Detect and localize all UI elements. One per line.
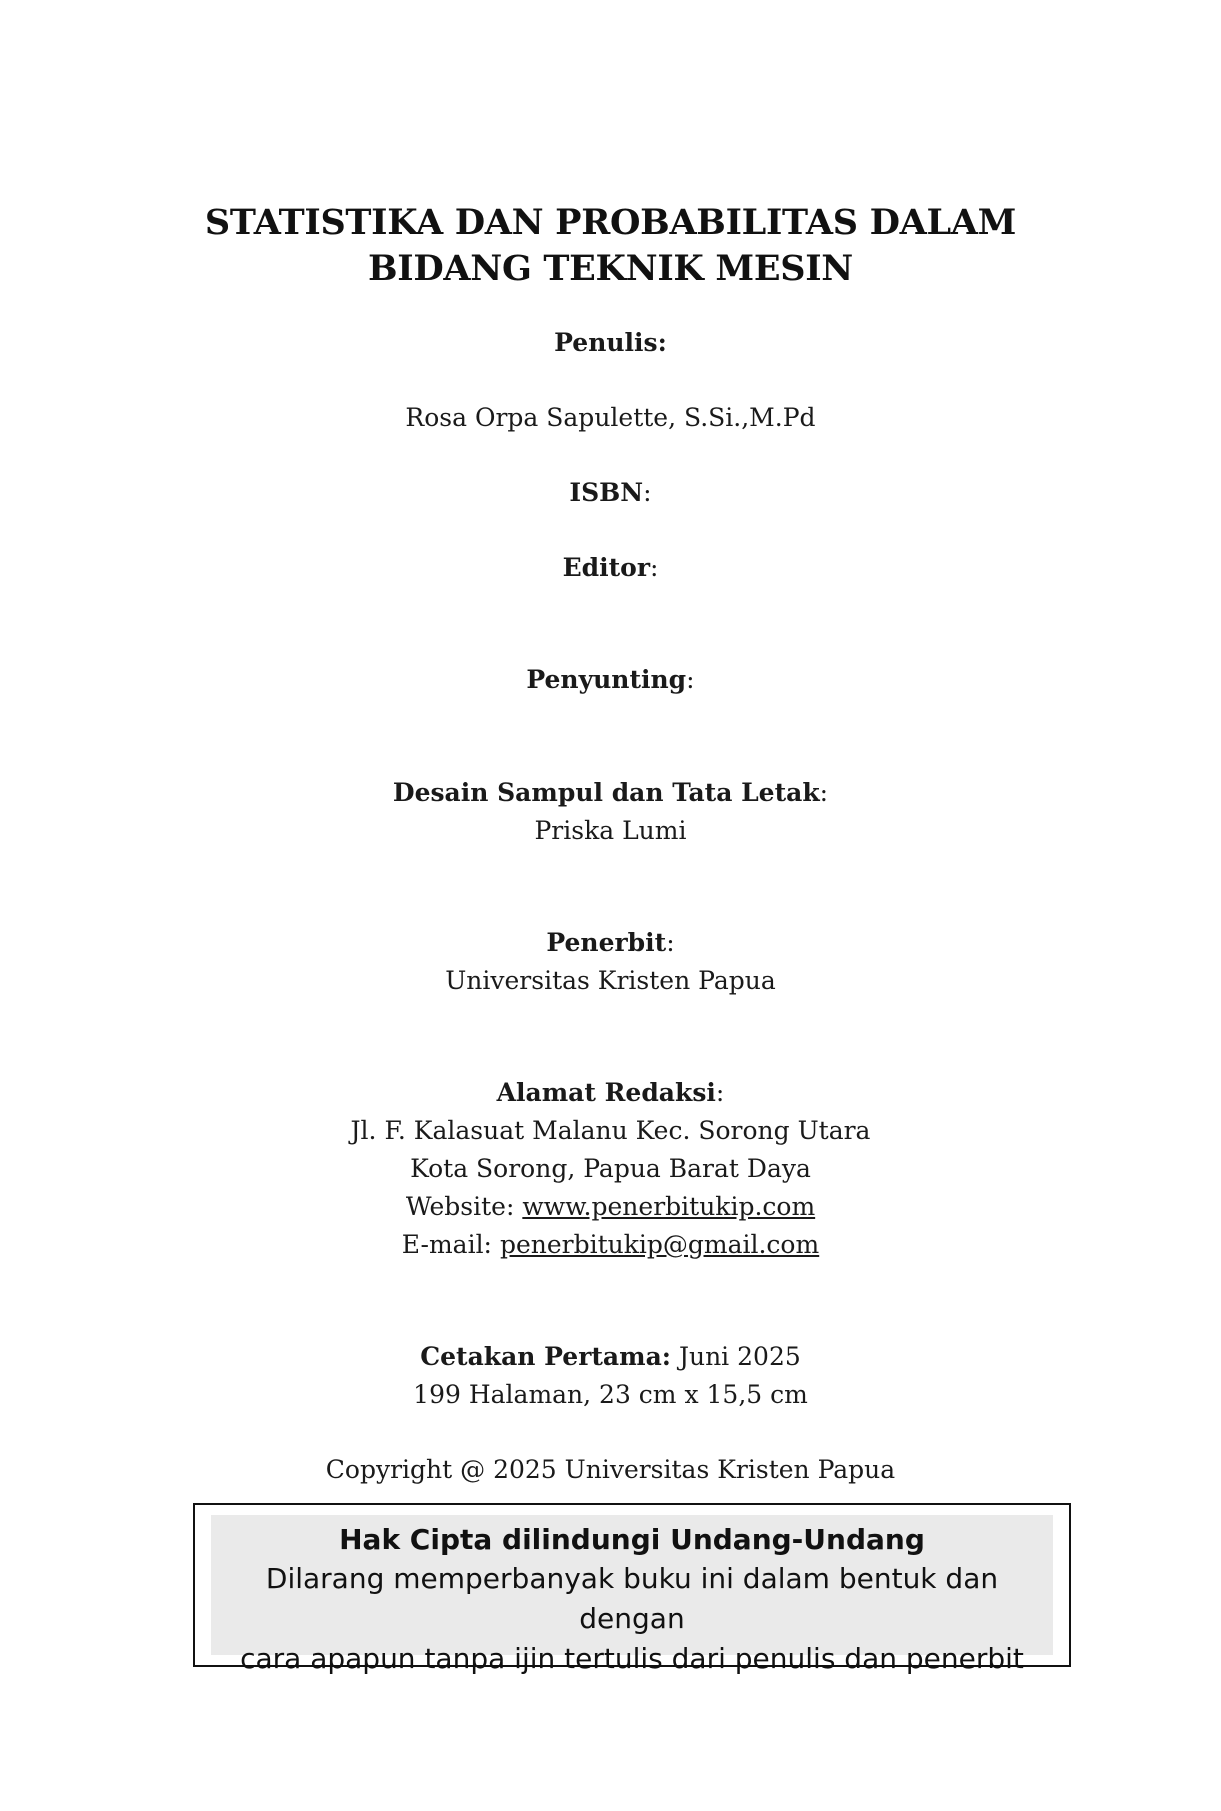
publisher-row	[0, 924, 1221, 962]
isbn-label: ISBN	[569, 478, 644, 507]
address-label: Alamat Redaksi	[496, 1078, 716, 1107]
penyunting-label: Penyunting	[526, 665, 687, 694]
email-row	[0, 1226, 1221, 1264]
edition-label: Cetakan Pertama:	[420, 1342, 672, 1371]
publisher-colon: :	[666, 928, 675, 957]
address-row	[0, 1074, 1221, 1112]
design-colon: :	[819, 778, 829, 807]
copyright-text: Copyright @ 2025 Universitas Kristen Papua	[325, 1455, 896, 1484]
edition-details: 199 Halaman, 23 cm x 15,5 cm	[413, 1380, 808, 1409]
notice-line-2: cara apapun tanpa ijin tertulis dari penulis dan penerbit	[240, 1642, 1024, 1675]
website-row	[0, 1188, 1221, 1226]
email-label: E-mail:	[401, 1230, 500, 1259]
address-line-2: Kota Sorong, Papua Barat Daya	[410, 1154, 811, 1183]
book-title	[0, 200, 1221, 292]
book-title-line-2: BIDANG TEKNIK MESIN	[367, 248, 853, 289]
penyunting-row	[0, 661, 1221, 699]
author-label-row	[0, 324, 1221, 362]
editor-colon: :	[650, 553, 659, 582]
notice-line-1: Dilarang memperbanyak buku ini dalam bentuk dan dengan	[265, 1562, 999, 1635]
isbn-row	[0, 474, 1221, 512]
website-label: Website:	[405, 1192, 523, 1221]
editor-row	[0, 549, 1221, 587]
notice-heading: Hak Cipta dilindungi Undang-Undang	[339, 1523, 925, 1556]
author-label: Penulis:	[554, 328, 667, 357]
design-label: Desain Sampul dan Tata Letak	[392, 778, 820, 807]
design-row	[0, 774, 1221, 812]
address-colon: :	[715, 1078, 725, 1107]
design-name: Priska Lumi	[534, 816, 687, 845]
editor-label: Editor	[562, 553, 650, 582]
author-name: Rosa Orpa Sapulette, S.Si.,M.Pd	[405, 403, 816, 432]
copyright-notice-panel	[211, 1515, 1053, 1675]
publisher-label: Penerbit	[546, 928, 667, 957]
isbn-colon: :	[643, 478, 652, 507]
edition-row	[0, 1338, 1221, 1376]
publisher-name: Universitas Kristen Papua	[445, 966, 776, 995]
penyunting-colon: :	[686, 665, 695, 694]
email-link[interactable]: penerbitukip@gmail.com	[499, 1230, 820, 1259]
address-line-1: Jl. F. Kalasuat Malanu Kec. Sorong Utara	[350, 1116, 871, 1145]
copyright-notice-box	[193, 1503, 1071, 1675]
edition-date: Juni 2025	[671, 1342, 801, 1371]
book-title-line-1: STATISTIKA DAN PROBABILITAS DALAM	[204, 202, 1017, 243]
website-link[interactable]: www.penerbitukip.com	[522, 1192, 816, 1221]
